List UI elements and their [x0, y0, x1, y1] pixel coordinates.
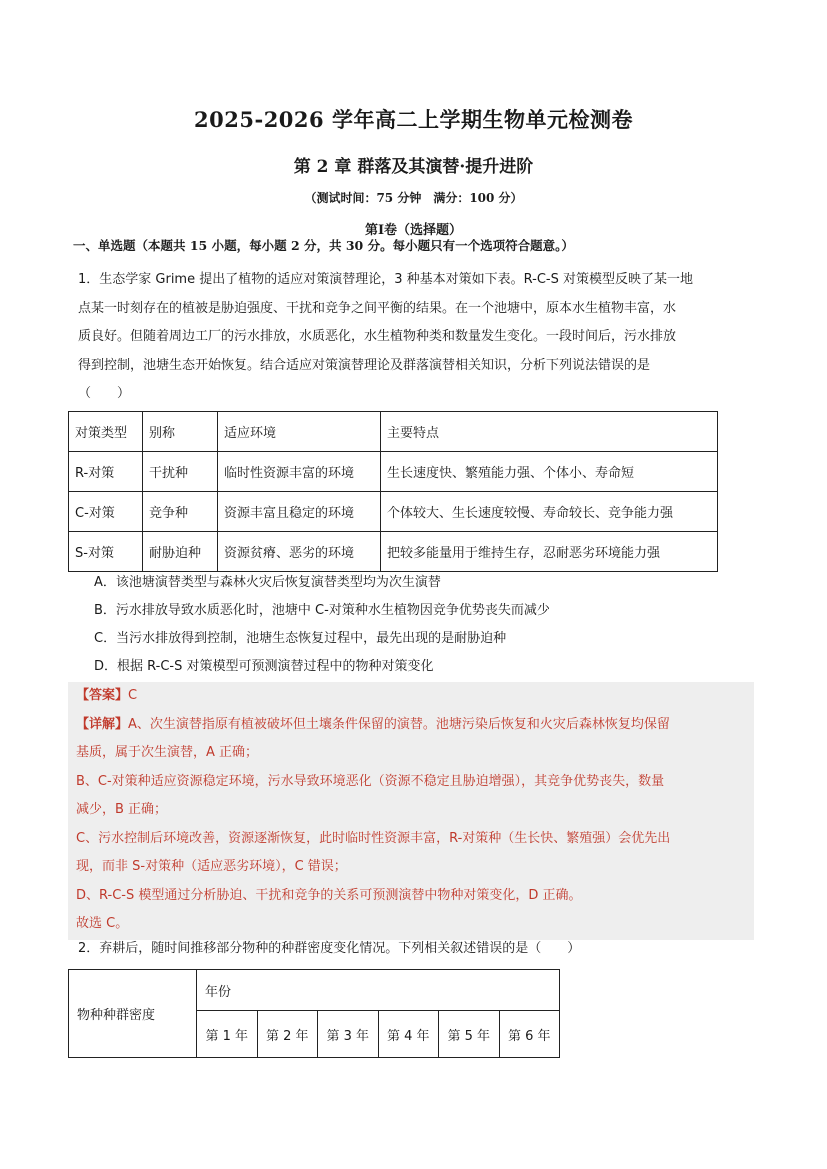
detail-line: 基质，属于次生演替，A 正确；	[76, 745, 259, 760]
volume-heading: 第Ⅰ卷（选择题）	[364, 223, 463, 238]
detail-text: A、次生演替指原有植被破坏但土壤条件保留的演替。池塘污染后恢复和火灾后森林恢复均保留	[128, 716, 670, 732]
detail-line: D、R-C-S 模型通过分析胁迫、干扰和竞争的关系可预测演替中物种对策变化，D 正确。	[76, 887, 582, 903]
detail-line: C、污水控制后环境改善，资源逐渐恢复，此时临时性资源丰富，R-对策种（生长快、繁殖强）会优先出	[76, 830, 671, 846]
table-row	[69, 532, 718, 572]
answer-value: C	[128, 688, 138, 703]
exam-title: 2025-2026 学年高二上学期生物单元检测卷	[194, 107, 633, 132]
table-row	[69, 452, 718, 492]
table-cell: 竞争种	[143, 492, 218, 532]
detail-tag: 【详解】	[76, 716, 129, 732]
table-header-cell: 别称	[143, 412, 218, 452]
chapter-title: 第 2 章 群落及其演替·提升进阶	[293, 157, 534, 177]
detail-line: B、C-对策种适应资源稳定环境，污水导致环境恶化（资源不稳定且胁迫增强），其竞争优势丧失，数量	[76, 773, 665, 789]
table-header-row	[69, 412, 718, 452]
test-info: （测试时间：75 分钟 满分：100 分）	[304, 191, 523, 205]
table-cell: 资源贫瘠、恶劣的环境	[218, 532, 381, 572]
table-cell: S-对策	[69, 532, 143, 572]
section-heading: 一、单选题（本题共 15 小题，每小题 2 分，共 30 分。每小题只有一个选项符合题意。）	[73, 238, 574, 253]
option-b: B．污水排放导致水质恶化时，池塘中 C-对策种水生植物因竞争优势丧失而减少	[94, 603, 550, 618]
year-cell: 第 1 年	[197, 1011, 258, 1058]
table-cell: R-对策	[69, 452, 143, 492]
table-header-cell: 对策类型	[69, 412, 143, 452]
table-cell: 把较多能量用于维持生存，忍耐恶劣环境能力强	[381, 532, 718, 572]
answer-line	[76, 682, 670, 711]
question-1-line: 得到控制，池塘生态开始恢复。结合适应对策演替理论及群落演替相关知识，分析下列说法错误的是	[78, 357, 651, 373]
year-cell: 第 6 年	[499, 1011, 560, 1058]
table-cell: 干扰种	[143, 452, 218, 492]
question-2-stem: 2．弃耕后，随时间推移部分物种的种群密度变化情况。下列相关叙述错误的是（ ）	[78, 941, 581, 956]
table-cell: 资源丰富且稳定的环境	[218, 492, 381, 532]
year-cell: 第 5 年	[439, 1011, 500, 1058]
table-cell: C-对策	[69, 492, 143, 532]
question-1-stem	[78, 266, 768, 409]
population-density-table	[68, 969, 560, 1058]
detail-line: 现，而非 S-对策种（适应恶劣环境），C 错误；	[76, 859, 347, 874]
table-header-cell: 主要特点	[381, 412, 718, 452]
table-cell: 生长速度快、繁殖能力强、个体小、寿命短	[381, 452, 718, 492]
detail-line: 故选 C。	[76, 916, 129, 931]
detail-line: 减少，B 正确；	[76, 802, 168, 817]
question-1-line: 1．生态学家 Grime 提出了植物的适应对策演替理论，3 种基本对策如下表。R-C-S 对策模型反映了某一地	[78, 272, 693, 287]
year-cell: 第 2 年	[257, 1011, 318, 1058]
table-header-cell: 适应环境	[218, 412, 381, 452]
option-c: C．当污水排放得到控制，池塘生态恢复过程中，最先出现的是耐胁迫种	[94, 631, 507, 646]
option-a: A．该池塘演替类型与森林火灾后恢复演替类型均为次生演替	[94, 575, 441, 590]
table-row	[69, 492, 718, 532]
year-cell: 第 3 年	[318, 1011, 379, 1058]
table-cell: 耐胁迫种	[143, 532, 218, 572]
strategy-table	[68, 411, 718, 572]
answer-block	[68, 682, 754, 940]
question-1-line: （ ）	[78, 386, 131, 401]
question-1-line: 质良好。但随着周边工厂的污水排放，水质恶化，水生植物种类和数量发生变化。一段时间后，污水排放	[78, 329, 677, 344]
question-1-line: 点某一时刻存在的植被是胁迫强度、干扰和竞争之间平衡的结果。在一个池塘中，原本水生植物丰富，水	[78, 300, 677, 316]
table-cell: 个体较大、生长速度较慢、寿命较长、竞争能力强	[381, 492, 718, 532]
table-cell: 临时性资源丰富的环境	[218, 452, 381, 492]
row-label-cell: 物种种群密度	[69, 970, 197, 1058]
year-cell: 第 4 年	[378, 1011, 439, 1058]
answer-tag: 【答案】	[76, 688, 129, 703]
question-1-options	[94, 569, 550, 681]
table-row	[69, 970, 560, 1011]
year-group-header: 年份	[197, 970, 560, 1011]
option-d: D．根据 R-C-S 对策模型可预测演替过程中的物种对策变化	[94, 659, 434, 674]
detail-line	[76, 711, 670, 740]
